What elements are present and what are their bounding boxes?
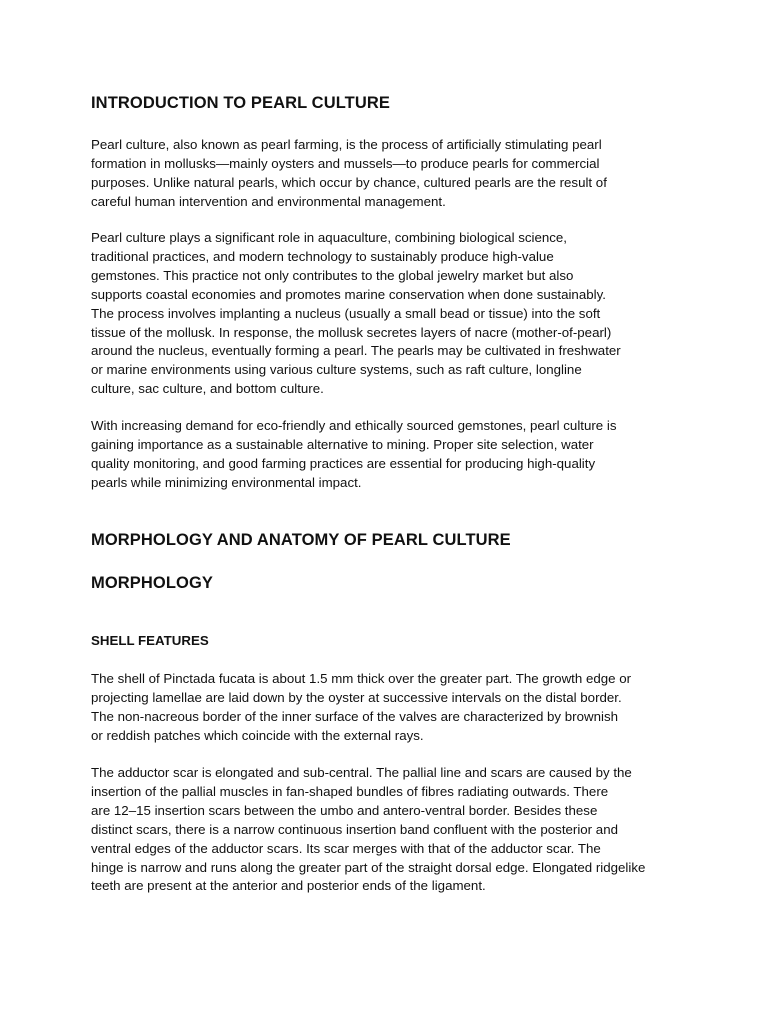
heading-introduction: INTRODUCTION TO PEARL CULTURE — [91, 94, 390, 112]
text-line: are 12–15 insertion scars between the umbo and antero-ventral border. Besides these — [91, 802, 598, 818]
text-line: With increasing demand for eco-friendly and ethically sourced gemstones, pearl culture is — [91, 418, 617, 433]
text-line: culture, sac culture, and bottom culture. — [91, 381, 324, 397]
text-line: around the nucleus, eventually forming a pearl. The pearls may be cultivated in freshwater — [91, 343, 621, 359]
heading-morphology-anatomy: MORPHOLOGY AND ANATOMY OF PEARL CULTURE — [91, 531, 511, 549]
paragraph-adductor-scar — [91, 764, 645, 896]
text-line: supports coastal economies and promotes marine conservation when done sustainably. — [91, 286, 606, 302]
text-line: The non-nacreous border of the inner surface of the valves are characterized by brownish — [91, 708, 618, 724]
paragraph-shell-description — [91, 670, 631, 746]
text-line: gaining importance as a sustainable alternative to mining. Proper site selection, water — [91, 436, 594, 452]
paragraph-intro-definition — [91, 136, 607, 212]
text-line: ventral edges of the adductor scars. Its scar merges with that of the adductor scar. The — [91, 840, 601, 856]
text-line: quality monitoring, and good farming practices are essential for producing high-quality — [91, 455, 596, 471]
text-line: distinct scars, there is a narrow continuous insertion band confluent with the posterior and — [91, 821, 618, 837]
text-line: purposes. Unlike natural pearls, which occur by chance, cultured pearls are the result of — [91, 174, 607, 190]
paragraph-intro-significance — [91, 229, 621, 399]
text-line: pearls while minimizing environmental impact. — [91, 474, 362, 490]
text-line: traditional practices, and modern technology to sustainably produce high-value — [91, 248, 554, 264]
text-line: or reddish patches which coincide with the external rays. — [91, 727, 424, 743]
paragraph-intro-demand — [91, 417, 617, 493]
heading-shell-features: SHELL FEATURES — [91, 633, 209, 648]
text-line: tissue of the mollusk. In response, the mollusk secretes layers of nacre (mother-of-pearl) — [91, 324, 612, 340]
text-line: The adductor scar is elongated and sub-central. The pallial line and scars are caused by the — [91, 765, 632, 780]
text-line: formation in mollusks—mainly oysters and mussels—to produce pearls for commercial — [91, 155, 600, 171]
text-line: or marine environments using various culture systems, such as raft culture, longline — [91, 362, 582, 378]
text-line: hinge is narrow and runs along the greater part of the straight dorsal edge. Elongated ridgelike — [91, 859, 646, 875]
text-line: projecting lamellae are laid down by the oyster at successive intervals on the distal border. — [91, 689, 622, 705]
heading-morphology: MORPHOLOGY — [91, 574, 214, 592]
text-line: The process involves implanting a nucleus (usually a small bead or tissue) into the soft — [91, 305, 601, 321]
text-line: careful human intervention and environmental management. — [91, 193, 446, 209]
text-line: insertion of the pallial muscles in fan-shaped bundles of fibres radiating outwards. There — [91, 783, 609, 799]
text-line: teeth are present at the anterior and posterior ends of the ligament. — [91, 878, 486, 894]
text-line: Pearl culture, also known as pearl farming, is the process of artificially stimulating pearl — [91, 137, 602, 152]
text-line: gemstones. This practice not only contributes to the global jewelry market but also — [91, 267, 574, 283]
text-line: Pearl culture plays a significant role in aquaculture, combining biological science, — [91, 230, 567, 245]
text-line: The shell of Pinctada fucata is about 1.5 mm thick over the greater part. The growth edge or — [91, 671, 632, 686]
